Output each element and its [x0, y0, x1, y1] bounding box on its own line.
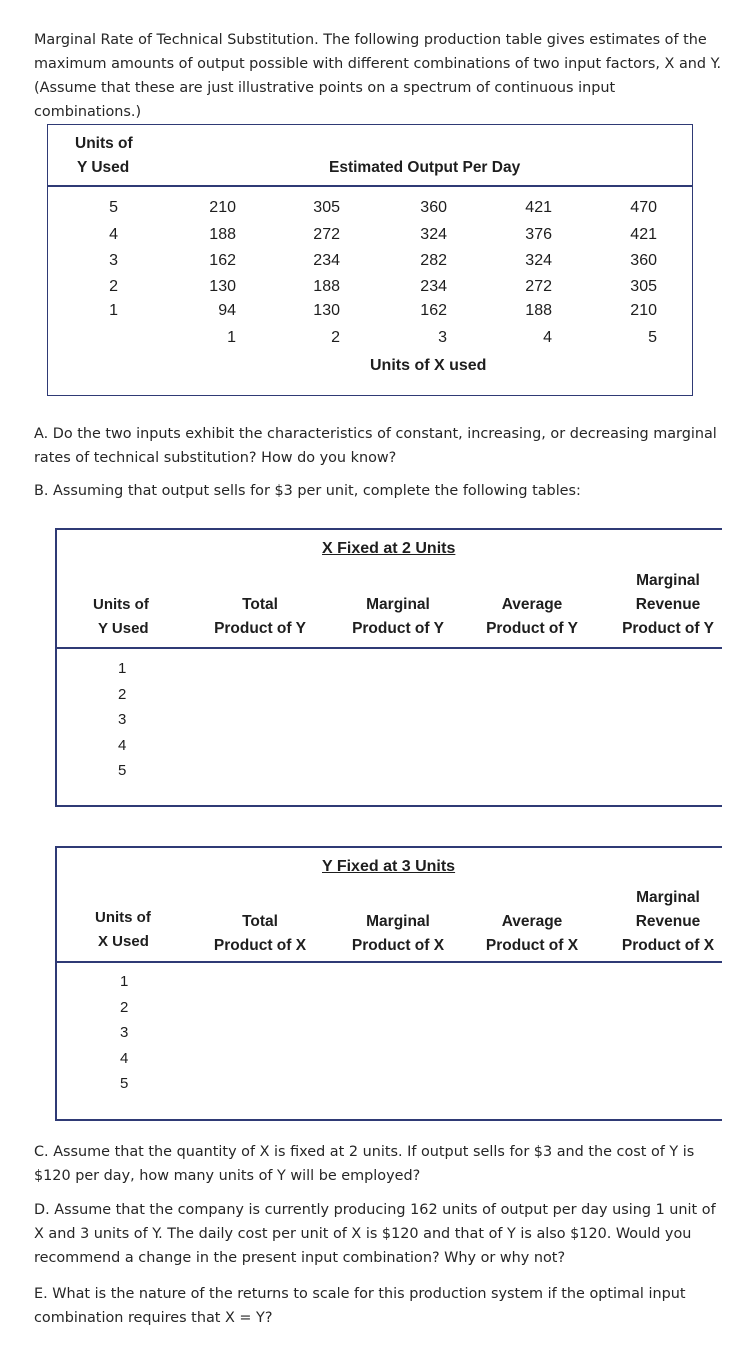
x-value: 3 [438, 329, 447, 346]
output-cell: 360 [630, 252, 657, 269]
unit-value: 3 [120, 1024, 129, 1041]
output-cell: 162 [209, 252, 236, 269]
y-header-line2: Y Used [77, 159, 130, 176]
unit-value: 1 [120, 973, 129, 990]
output-cell: 188 [209, 226, 236, 243]
output-cell: 162 [420, 302, 447, 319]
y-value: 1 [109, 302, 118, 319]
col-units-line1: Units of [95, 909, 151, 926]
col-total-line1: Total [242, 596, 278, 613]
table-top-rule [55, 846, 722, 848]
output-cell: 305 [313, 199, 340, 216]
col-marginal-line2: Product of X [351, 937, 445, 954]
table-header-rule [47, 185, 693, 187]
output-cell: 324 [525, 252, 552, 269]
output-cell: 210 [630, 302, 657, 319]
col-mrp-line2: Revenue [635, 913, 701, 930]
question-c: C. Assume that the quantity of X is fixed at 2 units. If output sells for $3 and the cost of Y is $120 per day, how many units of Y will be employed? [34, 1144, 695, 1184]
col-mrp-line2: Revenue [635, 596, 701, 613]
col-mrp-line1: Marginal [636, 572, 700, 589]
question-e: E. What is the nature of the returns to scale for this production system if the optimal input combination requires that X = Y? [34, 1286, 686, 1326]
col-average-line2: Product of X [485, 937, 579, 954]
x-value: 2 [331, 329, 340, 346]
table-bottom-rule [55, 805, 722, 807]
output-cell: 234 [420, 278, 447, 295]
unit-value: 2 [118, 686, 127, 703]
table-left-rule [55, 846, 57, 1121]
question-d: D. Assume that the company is currently producing 162 units of output per day using 1 unit of X and 3 units of Y. The daily cost per unit of X is $120 and that of Y is also $120. Would you recommend a change in the present input combination? Why or why not? [34, 1202, 716, 1266]
y-value: 3 [109, 252, 118, 269]
table-title: Estimated Output Per Day [329, 159, 521, 176]
unit-value: 5 [118, 762, 127, 779]
output-cell: 188 [313, 278, 340, 295]
col-average-line1: Average [501, 913, 563, 930]
x-value: 4 [543, 329, 552, 346]
col-total-line2: Product of Y [214, 620, 306, 637]
output-cell: 130 [209, 278, 236, 295]
output-cell: 272 [313, 226, 340, 243]
table-header-rule [55, 961, 722, 963]
table-title: Y Fixed at 3 Units [322, 858, 456, 875]
y-value: 2 [109, 278, 118, 295]
col-total-line1: Total [242, 913, 278, 930]
col-total-line2: Product of X [213, 937, 307, 954]
unit-value: 5 [120, 1075, 129, 1092]
output-cell: 282 [420, 252, 447, 269]
x-value: 5 [648, 329, 657, 346]
question-b: B. Assuming that output sells for $3 per unit, complete the following tables: [34, 483, 581, 499]
output-cell: 421 [525, 199, 552, 216]
table-header-rule [55, 647, 722, 649]
output-cell: 305 [630, 278, 657, 295]
table-left-rule [55, 528, 57, 806]
output-cell: 421 [630, 226, 657, 243]
x-value: 1 [227, 329, 236, 346]
col-units-line2: Y Used [98, 620, 149, 637]
unit-value: 4 [118, 737, 127, 754]
unit-value: 3 [118, 711, 127, 728]
unit-value: 4 [120, 1050, 129, 1067]
output-cell: 94 [218, 302, 236, 319]
intro-paragraph: Marginal Rate of Technical Substitution. The following production table gives estimates of the maximum amounts of output possible with different combinations of two input factors, X and Y. (Assume that these are just illustrative points on a spectrum of continuous input combinations.) [34, 32, 722, 120]
col-average-line1: Average [501, 596, 563, 613]
output-cell: 324 [420, 226, 447, 243]
output-cell: 376 [525, 226, 552, 243]
question-a: A. Do the two inputs exhibit the characteristics of constant, increasing, or decreasing marginal rates of technical substitution? How do you know? [34, 426, 717, 466]
output-cell: 360 [420, 199, 447, 216]
table-title: X Fixed at 2 Units [322, 540, 456, 557]
output-cell: 210 [209, 199, 236, 216]
unit-value: 2 [120, 999, 129, 1016]
col-marginal-line1: Marginal [366, 913, 430, 930]
output-cell: 234 [313, 252, 340, 269]
col-marginal-line1: Marginal [366, 596, 430, 613]
col-units-line1: Units of [93, 596, 149, 613]
col-average-line2: Product of Y [486, 620, 578, 637]
unit-value: 1 [118, 660, 127, 677]
output-cell: 130 [313, 302, 340, 319]
col-mrp-line3: Product of Y [622, 620, 714, 637]
x-axis-caption: Units of X used [370, 357, 487, 374]
y-header-line1: Units of [75, 135, 133, 152]
col-marginal-line2: Product of Y [352, 620, 444, 637]
output-cell: 272 [525, 278, 552, 295]
table-bottom-rule [55, 1119, 722, 1121]
y-value: 5 [109, 199, 118, 216]
col-mrp-line1: Marginal [636, 889, 700, 906]
output-cell: 470 [630, 199, 657, 216]
output-cell: 188 [525, 302, 552, 319]
table-top-rule [55, 528, 722, 530]
col-mrp-line3: Product of X [621, 937, 715, 954]
col-units-line2: X Used [98, 933, 149, 950]
y-value: 4 [109, 226, 118, 243]
